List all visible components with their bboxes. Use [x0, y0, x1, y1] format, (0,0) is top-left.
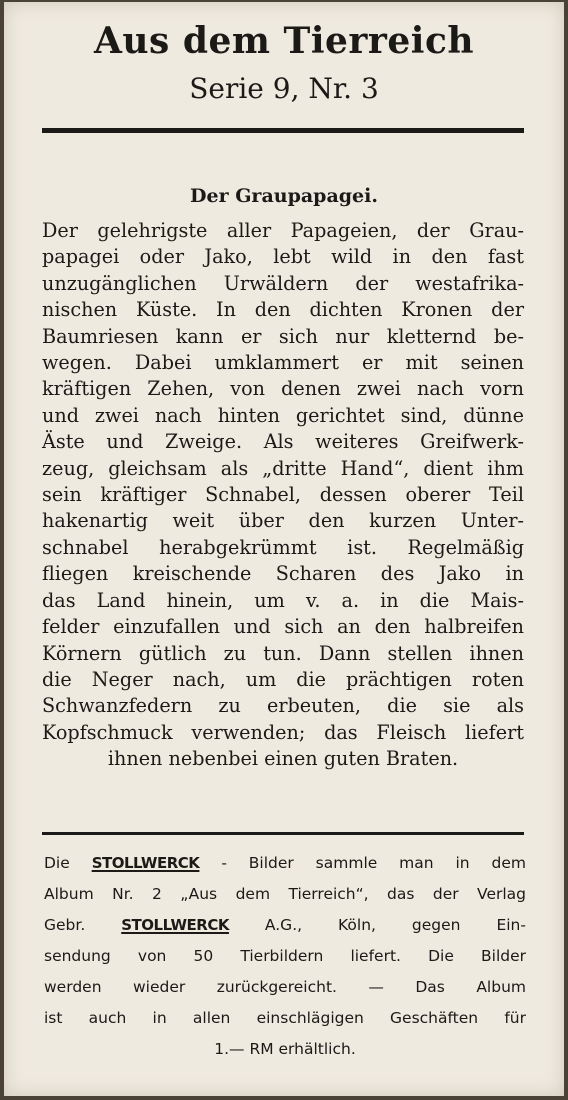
- body-line: papagei oder Jako, lebt wild in den fast: [42, 245, 524, 269]
- body-line: felder einzufallen und sich an den halbreifen: [42, 615, 524, 639]
- notice-line-7: 1.— RM erhältlich.: [214, 1040, 356, 1058]
- body-line: unzugänglichen Urwäldern der westafrika-: [42, 271, 524, 295]
- notice-text: A.G., Köln, gegen Ein-: [264, 916, 526, 934]
- top-divider: [42, 128, 524, 133]
- notice-text: Gebr.: [44, 916, 86, 934]
- body-line: Der gelehrigste aller Papageien, der Grau-: [42, 219, 524, 242]
- body-line: Schwanzfedern zu erbeuten, die sie als: [42, 694, 524, 718]
- body-line: Körnern gütlich zu tun. Dann stellen ihnen: [42, 641, 524, 665]
- notice-text: - Bilder sammle man in dem: [221, 854, 526, 872]
- body-line: Baumriesen kann er sich nur kletternd be-: [42, 324, 524, 348]
- notice-line-6: ist auch in allen einschlägigen Geschäften für: [44, 1009, 526, 1027]
- notice-line-3: [44, 910, 526, 941]
- card-title: Aus dem Tierreich: [93, 20, 475, 62]
- body-line: das Land hinein, um v. a. in die Mais-: [42, 588, 524, 612]
- body-line: kräftigen Zehen, von denen zwei nach vorn: [42, 377, 524, 401]
- publisher-notice: [44, 848, 526, 1065]
- bottom-divider: [42, 832, 524, 835]
- body-line: Kopfschmuck verwenden; das Fleisch liefert: [42, 720, 524, 744]
- brand-logo: STOLLWERCK: [91, 854, 200, 872]
- article-body: [42, 218, 524, 773]
- notice-line-4: sendung von 50 Tierbildern liefert. Die Bilder: [44, 947, 526, 965]
- body-line: und zwei nach hinten gerichtet sind, dünne: [42, 403, 524, 427]
- body-line: zeug, gleichsam als „dritte Hand“, dient ihm: [42, 456, 524, 480]
- body-line: hakenartig weit über den kurzen Unter-: [42, 509, 524, 533]
- body-line: Äste und Zweige. Als weiteres Greifwerk-: [42, 430, 524, 454]
- body-line: sein kräftiger Schnabel, dessen oberer Teil: [42, 483, 524, 507]
- series-number: Serie 9, Nr. 3: [189, 72, 379, 105]
- notice-text: Die: [44, 854, 70, 872]
- notice-line-2: Album Nr. 2 „Aus dem Tierreich“, das der Verlag: [44, 885, 526, 903]
- body-line: wegen. Dabei umklammert er mit seinen: [42, 351, 524, 375]
- article-heading: Der Graupapagei.: [190, 185, 378, 207]
- body-line: ihnen nebenbei einen guten Braten.: [107, 747, 459, 771]
- brand-logo: STOLLWERCK: [121, 916, 229, 934]
- notice-line-1: [44, 848, 526, 879]
- notice-line-5: werden wieder zurückgereicht. — Das Album: [44, 978, 526, 996]
- body-line: die Neger nach, um die prächtigen roten: [42, 667, 524, 691]
- body-line: schnabel herabgekrümmt ist. Regelmäßig: [42, 535, 524, 559]
- trading-card: [4, 2, 564, 1096]
- body-line: fliegen kreischende Scharen des Jako in: [42, 562, 524, 586]
- body-line: nischen Küste. In den dichten Kronen der: [42, 298, 524, 322]
